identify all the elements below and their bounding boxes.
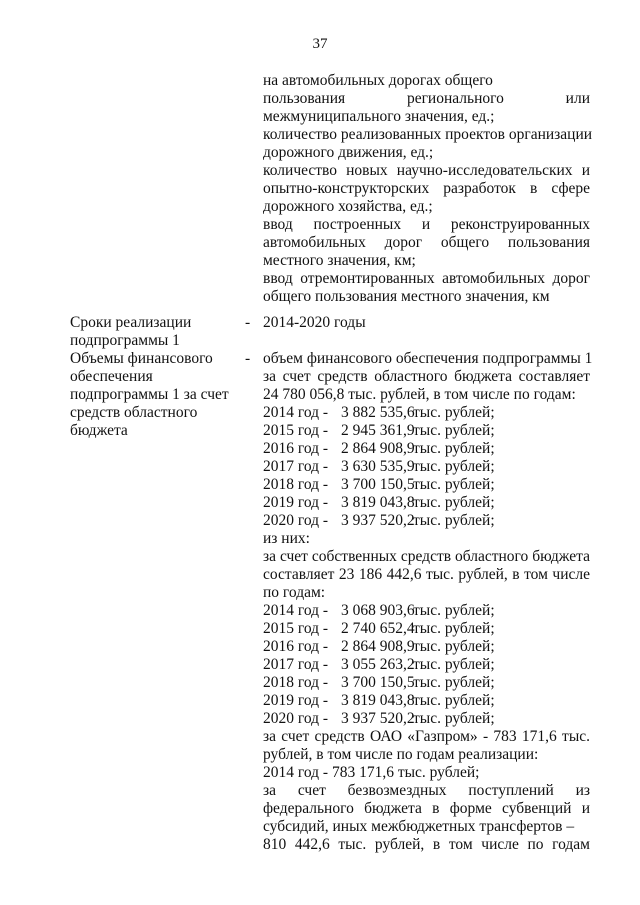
page-number: 37 bbox=[312, 36, 328, 52]
funding-intro-line-2: за счет средств областного бюджета составляет bbox=[263, 368, 590, 385]
year-amount: 3 700 150,5 bbox=[341, 674, 415, 691]
year-unit: тыс. рублей; bbox=[413, 512, 495, 529]
funding-intro-line-3: 24 780 056,8 тыс. рублей, в том числе по годам: bbox=[263, 386, 576, 403]
top-line-7: опытно-конструкторских разработок в сфере bbox=[263, 180, 590, 197]
gazprom-line-2: рублей, в том числе по годам реализации: bbox=[263, 746, 539, 763]
top-line-5: дорожного движения, ед.; bbox=[263, 144, 434, 161]
year-unit: тыс. рублей; bbox=[413, 494, 495, 511]
year-label: 2018 год - bbox=[263, 674, 329, 691]
top-line-9: ввод построенных и реконструированных bbox=[263, 216, 590, 233]
year-label: 2015 год - bbox=[263, 620, 329, 637]
top-line-12: ввод отремонтированных автомобильных дорог bbox=[263, 270, 590, 287]
year-unit: тыс. рублей; bbox=[413, 476, 495, 493]
year-unit: тыс. рублей; bbox=[413, 710, 495, 727]
top-line-6: количество новых научно-исследовательских и bbox=[263, 162, 590, 179]
year-amount: 2 740 652,4 bbox=[341, 620, 415, 637]
own-line-3: по годам: bbox=[263, 584, 326, 601]
year-amount: 3 937 520,2 bbox=[341, 512, 415, 529]
funding-label-line-5: бюджета bbox=[70, 422, 128, 439]
year-amount: 2 945 361,9 bbox=[341, 422, 415, 439]
year-own-row bbox=[263, 710, 495, 728]
year-own-row bbox=[263, 620, 495, 638]
top-line-11: местного значения, км; bbox=[263, 252, 416, 269]
terms-dash: - bbox=[245, 314, 251, 331]
year-own-row bbox=[263, 602, 495, 620]
own-line-1: за счет собственных средств областного бюджета bbox=[263, 548, 590, 565]
year-unit: тыс. рублей; bbox=[413, 656, 495, 673]
year-amount: 3 055 263,2 bbox=[341, 656, 415, 673]
year-label: 2018 год - bbox=[263, 476, 329, 493]
year-amount: 3 882 535,6 bbox=[341, 404, 415, 421]
year-unit: тыс. рублей; bbox=[413, 692, 495, 709]
federal-line-3: субсидий, иных межбюджетных трансфертов – bbox=[263, 818, 575, 835]
terms-label-line-2: подпрограммы 1 bbox=[70, 332, 180, 349]
year-label: 2020 год - bbox=[263, 512, 329, 529]
top-line-10: автомобильных дорог общего пользования bbox=[263, 234, 590, 251]
year-label: 2016 год - bbox=[263, 440, 329, 457]
year-unit: тыс. рублей; bbox=[413, 620, 495, 637]
year-unit: тыс. рублей; bbox=[413, 458, 495, 475]
year-amount: 3 819 043,8 bbox=[341, 692, 415, 709]
year-total-row bbox=[263, 404, 495, 422]
year-amount: 3 630 535,9 bbox=[341, 458, 415, 475]
year-amount: 2 864 908,9 bbox=[341, 440, 415, 457]
funding-label-line-1: Объемы финансового bbox=[70, 350, 213, 367]
year-unit: тыс. рублей; bbox=[413, 422, 495, 439]
year-own-row bbox=[263, 656, 495, 674]
own-line-2: составляет 23 186 442,6 тыс. рублей, в том числе bbox=[263, 566, 590, 583]
federal-line-2: федерального бюджета в форме субвенций и bbox=[263, 800, 590, 817]
funding-intro-line-1: объем финансового обеспечения подпрограммы 1 bbox=[263, 350, 593, 367]
top-line-13: общего пользования местного значения, км bbox=[263, 288, 550, 305]
year-unit: тыс. рублей; bbox=[413, 404, 495, 421]
top-line-3: межмуниципального значения, ед.; bbox=[263, 108, 495, 125]
year-unit: тыс. рублей; bbox=[413, 674, 495, 691]
year-total-row bbox=[263, 494, 495, 512]
terms-label-line-1: Сроки реализации bbox=[70, 314, 192, 331]
year-own-row bbox=[263, 674, 495, 692]
year-total-row bbox=[263, 512, 495, 530]
terms-value: 2014-2020 годы bbox=[263, 314, 366, 331]
year-label: 2014 год - bbox=[263, 602, 329, 619]
year-label: 2017 год - bbox=[263, 458, 329, 475]
year-label: 2014 год - bbox=[263, 404, 329, 421]
year-amount: 2 864 908,9 bbox=[341, 638, 415, 655]
top-line-4: количество реализованных проектов организации bbox=[263, 126, 593, 143]
year-own-row bbox=[263, 692, 495, 710]
year-label: 2016 год - bbox=[263, 638, 329, 655]
year-label: 2017 год - bbox=[263, 656, 329, 673]
top-line-1: на автомобильных дорогах общего bbox=[263, 72, 493, 89]
top-line-2: пользования регионального или bbox=[263, 90, 590, 107]
year-total-row bbox=[263, 458, 495, 476]
funding-dash: - bbox=[245, 350, 251, 367]
funding-label-line-3: подпрограммы 1 за счет bbox=[70, 386, 229, 403]
year-label: 2019 год - bbox=[263, 692, 329, 709]
top-line-8: дорожного хозяйства, ед.; bbox=[263, 198, 433, 215]
year-amount: 3 819 043,8 bbox=[341, 494, 415, 511]
year-total-row bbox=[263, 476, 495, 494]
year-amount: 3 937 520,2 bbox=[341, 710, 415, 727]
year-amount: 3 068 903,6 bbox=[341, 602, 415, 619]
year-unit: тыс. рублей; bbox=[413, 440, 495, 457]
gazprom-line-3: 2014 год - 783 171,6 тыс. рублей; bbox=[263, 764, 480, 781]
gazprom-line-1: за счет средств ОАО «Газпром» - 783 171,6 тыс. bbox=[263, 728, 590, 745]
year-own-row bbox=[263, 638, 495, 656]
year-amount: 3 700 150,5 bbox=[341, 476, 415, 493]
year-label: 2019 год - bbox=[263, 494, 329, 511]
year-total-row bbox=[263, 422, 495, 440]
year-total-row bbox=[263, 440, 495, 458]
year-label: 2015 год - bbox=[263, 422, 329, 439]
year-unit: тыс. рублей; bbox=[413, 638, 495, 655]
funding-label-line-2: обеспечения bbox=[70, 368, 153, 385]
year-label: 2020 год - bbox=[263, 710, 329, 727]
federal-line-4: 810 442,6 тыс. рублей, в том числе по годам bbox=[263, 836, 590, 853]
funding-label-line-4: средств областного bbox=[70, 404, 198, 421]
federal-line-1: за счет безвозмездных поступлений из bbox=[263, 782, 590, 799]
year-unit: тыс. рублей; bbox=[413, 602, 495, 619]
of-them-label: из них: bbox=[263, 530, 310, 547]
